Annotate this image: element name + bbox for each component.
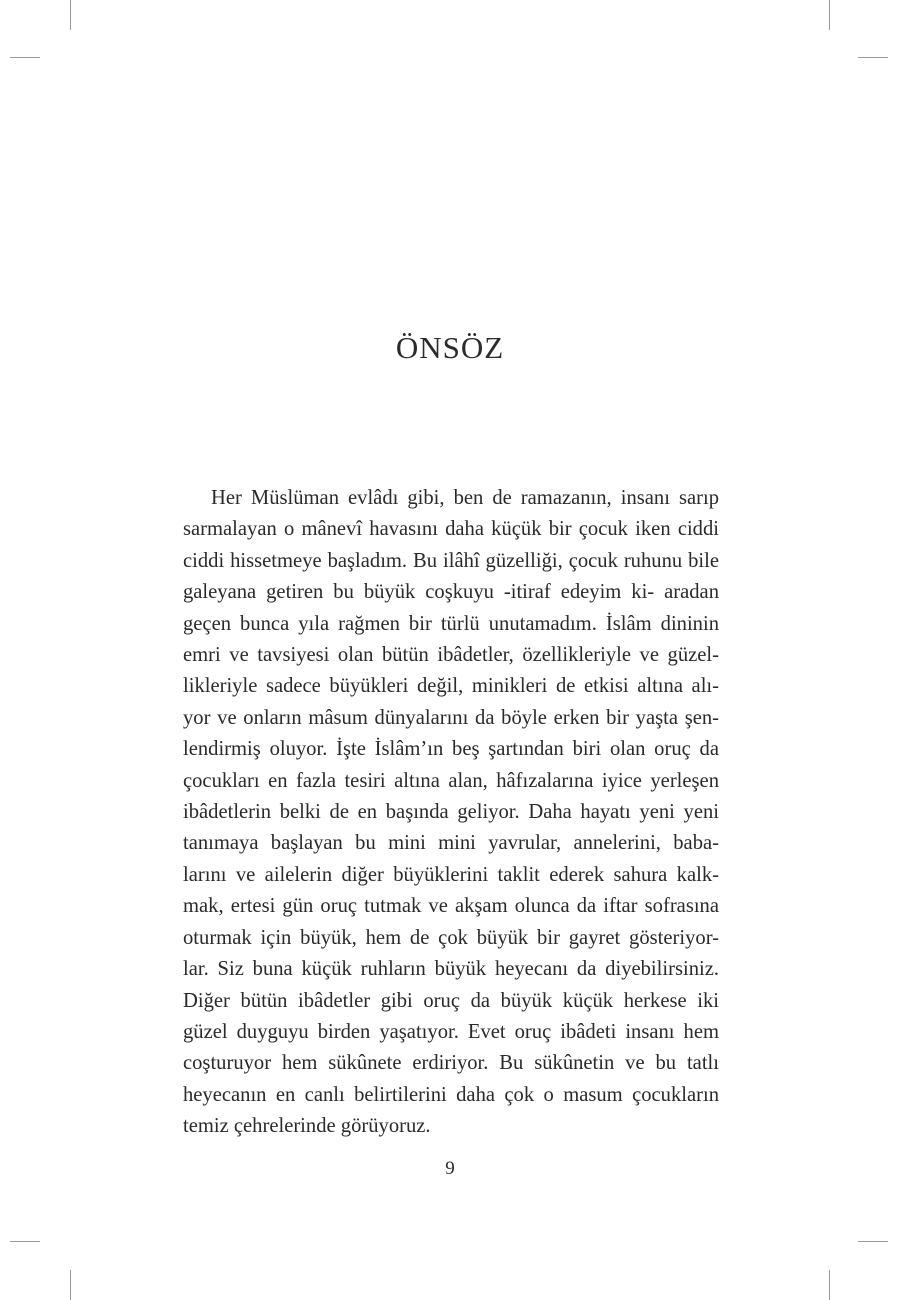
paragraph-line: geçen bunca yıla rağmen bir türlü unutamadım. İslâm dininin	[183, 612, 719, 635]
crop-mark-top-right-vertical	[829, 0, 830, 30]
paragraph-line: Her Müslüman evlâdı gibi, ben de ramazanın, insanı sarıp	[211, 487, 719, 509]
crop-mark-top-left-horizontal	[10, 57, 40, 58]
paragraph-line: güzel duyguyu birden yaşatıyor. Evet oruç ibâdeti insanı hem	[183, 1020, 719, 1043]
paragraph-line: likleriyle sadece büyükleri değil, minikleri de etkisi altına alı-	[183, 675, 719, 698]
paragraph-line: emri ve tavsiyesi olan bütün ibâdetler, özellikleriyle ve güzel-	[183, 644, 719, 667]
crop-mark-bottom-right-vertical	[829, 1270, 830, 1300]
paragraph-line: temiz çehrelerinde görüyoruz.	[183, 1115, 431, 1138]
paragraph-line: tanımaya başlayan bu mini mini yavrular, annelerini, baba-	[183, 832, 719, 855]
crop-mark-top-right-horizontal	[858, 57, 888, 58]
crop-mark-top-left-vertical	[70, 0, 71, 30]
paragraph-line: galeyana getiren bu büyük coşkuyu -itiraf edeyim ki- aradan	[183, 581, 719, 604]
paragraph-line: oturmak için büyük, hem de çok büyük bir gayret gösteriyor-	[183, 926, 719, 949]
paragraph-line: çocukları en fazla tesiri altına alan, hâfızalarına iyice yerleşen	[183, 769, 719, 792]
paragraph-line: sarmalayan o mânevî havasını daha küçük bir çocuk iken ciddi	[183, 518, 719, 541]
preface-paragraph	[183, 483, 719, 1143]
paragraph-line: lar. Siz buna küçük ruhların büyük heyecanı da diyebilirsiniz.	[183, 958, 719, 981]
crop-mark-bottom-right-horizontal	[858, 1241, 888, 1242]
paragraph-line: heyecanın en canlı belirtilerini daha çok o masum çocukların	[183, 1083, 719, 1106]
page-title: ÖNSÖZ	[395, 330, 505, 365]
paragraph-line: ciddi hissetmeye başladım. Bu ilâhî güzelliği, çocuk ruhunu bile	[183, 549, 719, 572]
paragraph-line: Diğer bütün ibâdetler gibi oruç da büyük küçük herkese iki	[183, 989, 719, 1012]
paragraph-line: yor ve onların mâsum dünyalarını da böyle erken bir yaşta şen-	[183, 706, 719, 729]
paragraph-line: coşturuyor hem sükûnete erdiriyor. Bu sükûnetin ve bu tatlı	[183, 1052, 719, 1075]
paragraph-line: lendirmiş oluyor. İşte İslâm’ın beş şartından biri olan oruç da	[183, 738, 719, 761]
paragraph-line: mak, ertesi gün oruç tutmak ve akşam olunca da iftar sofrasına	[183, 895, 719, 918]
crop-mark-bottom-left-horizontal	[10, 1241, 40, 1242]
paragraph-line: ibâdetlerin belki de en başında geliyor. Daha hayatı yeni yeni	[183, 801, 719, 824]
page-number: 9	[445, 1158, 455, 1179]
paragraph-line: larını ve ailelerin diğer büyüklerini taklit ederek sahura kalk-	[183, 863, 719, 886]
crop-mark-bottom-left-vertical	[70, 1270, 71, 1300]
